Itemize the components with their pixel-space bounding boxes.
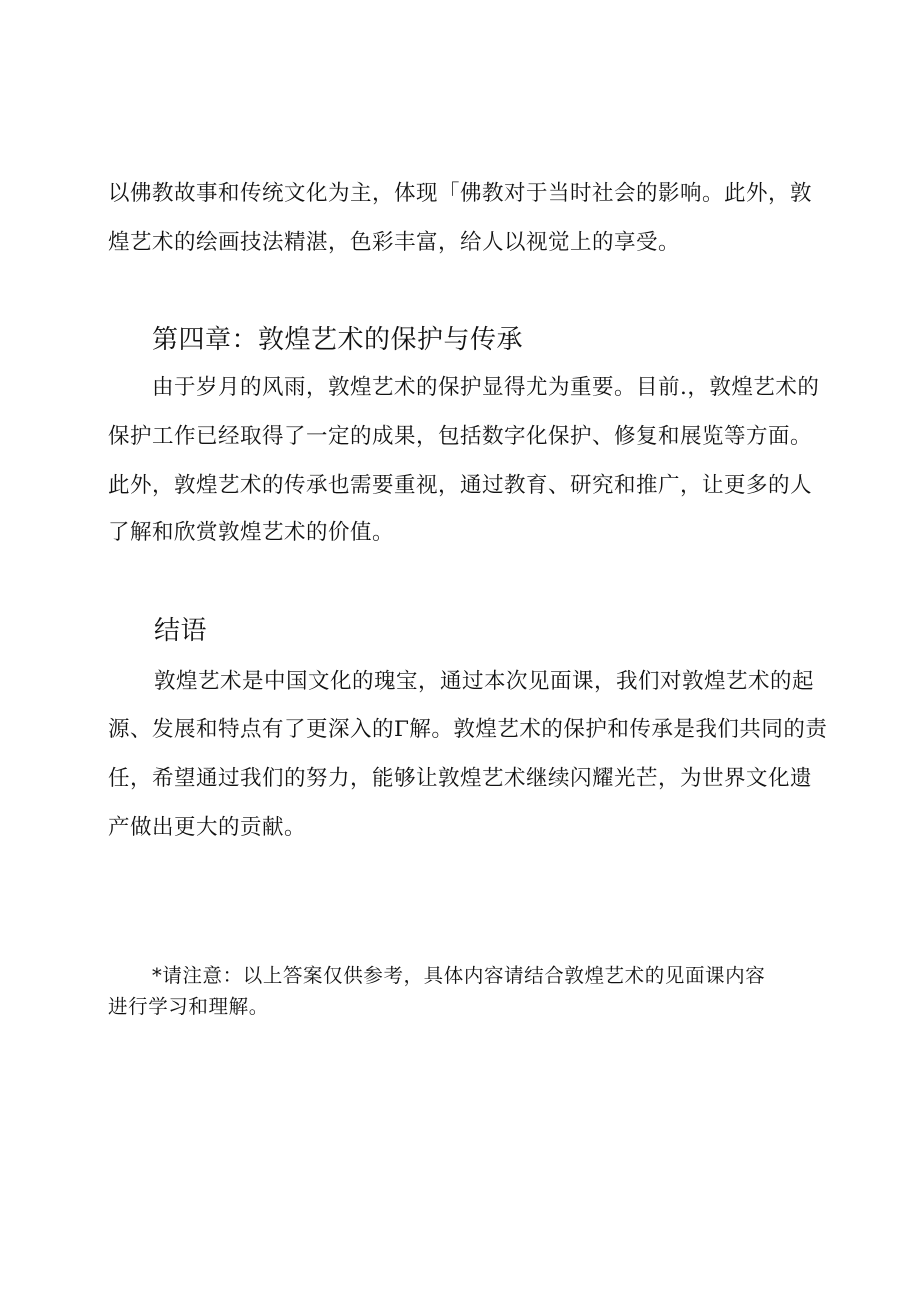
paragraph-line: 任，希望通过我们的努力，能够让敦煌艺术继续闪耀光芒，为世界文化遗 bbox=[108, 766, 813, 791]
footnote-line: *请注意：以上答案仅供参考，具体内容请结合敦煌艺术的见面课内容 bbox=[152, 964, 766, 987]
paragraph-line: 此外，敦煌艺术的传承也需要重视，通过教育、研究和推广，让更多的人 bbox=[108, 473, 813, 498]
conclusion-heading: 结语 bbox=[154, 616, 208, 646]
paragraph-line: 由于岁月的风雨，敦煌艺术的保护显得尤为重要。目前.，敦煌艺术的 bbox=[152, 375, 820, 400]
paragraph-line: 了解和欣赏敦煌艺术的价值。 bbox=[108, 520, 395, 545]
paragraph-line: 煌艺术的绘画技法精湛，色彩丰富，给人以视觉上的享受。 bbox=[108, 230, 681, 255]
paragraph-line: 源、发展和特点有了更深入的Γ解。敦煌艺术的保护和传承是我们共同的责 bbox=[108, 717, 828, 742]
chapter-4-heading: 第四章：敦煌艺术的保护与传承 bbox=[152, 325, 524, 355]
paragraph-line: 敦煌艺术是中国文化的瑰宝，通过本次见面课，我们对敦煌艺术的起 bbox=[154, 669, 815, 694]
paragraph-line: 以佛教故事和传统文化为主，体现「佛教对于当时社会的影响。此外，敦 bbox=[108, 181, 813, 206]
footnote-line: 进行学习和理解。 bbox=[108, 995, 269, 1018]
paragraph-line: 产做出更大的贡献。 bbox=[108, 815, 307, 840]
paragraph-line: 保护工作已经取得了一定的成果，包括数字化保护、修复和展览等方面。 bbox=[108, 424, 813, 449]
